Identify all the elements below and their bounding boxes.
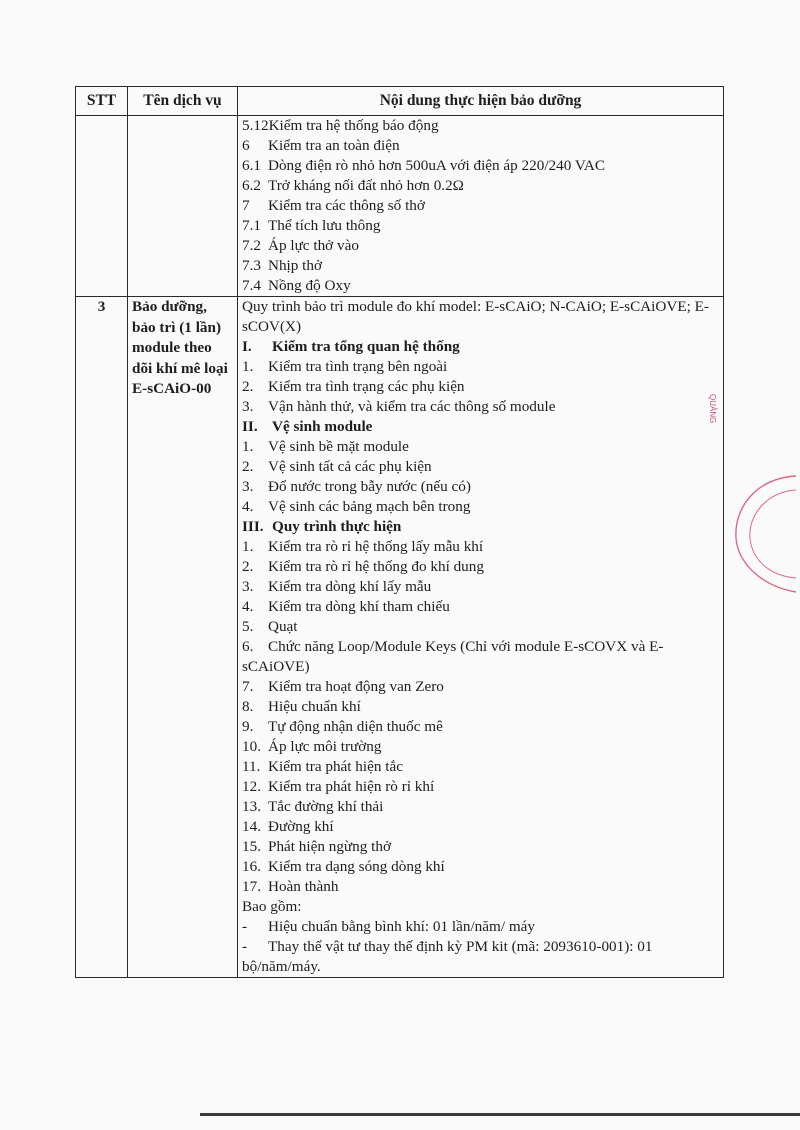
header-content: Nội dung thực hiện bảo dưỡng — [238, 87, 724, 116]
list-item — [242, 457, 719, 477]
bullet: - — [242, 918, 248, 935]
line-number: 6.2 — [242, 177, 261, 194]
item-text: Chức năng Loop/Module Keys (Chỉ với module E-sCOVX và E-sCAiOVE) — [242, 638, 664, 675]
section-heading — [242, 337, 719, 357]
item-text: Đường khí — [268, 818, 334, 835]
item-text: Kiểm tra tình trạng bên ngoài — [268, 358, 448, 375]
item-number: 13. — [242, 798, 261, 815]
item-text: Vệ sinh các bảng mạch bên trong — [268, 498, 471, 515]
item-text: Kiểm tra phát hiện rò rỉ khí — [268, 778, 435, 795]
line-number: 6.1 — [242, 157, 261, 174]
content-line — [242, 156, 719, 176]
list-item — [242, 637, 719, 677]
list-item — [242, 777, 719, 797]
section-title: Quy trình thực hiện — [272, 518, 402, 535]
list-item — [242, 557, 719, 577]
item-number: 3. — [242, 578, 254, 595]
line-number: 7.3 — [242, 257, 261, 274]
item-text: Vệ sinh bề mặt module — [268, 438, 409, 455]
line-text: Kiểm tra hệ thống báo động — [268, 117, 439, 134]
item-text: Kiểm tra hoạt động van Zero — [268, 678, 444, 695]
item-text: Quạt — [268, 618, 298, 635]
stamp-text: QUẢNG — [708, 394, 717, 424]
list-item — [242, 397, 719, 417]
section-number: I. — [242, 338, 252, 355]
include-text: Thay thế vật tư thay thế định kỳ PM kit (mã: 2093610-001): 01 bộ/năm/máy. — [242, 938, 653, 975]
list-item — [242, 377, 719, 397]
line-number: 7 — [242, 197, 250, 214]
item-number: 1. — [242, 538, 254, 555]
list-item — [242, 477, 719, 497]
item-text: Hiệu chuẩn khí — [268, 698, 361, 715]
content-line — [242, 236, 719, 256]
item-number: 12. — [242, 778, 261, 795]
item-number: 17. — [242, 878, 261, 895]
item-number: 2. — [242, 458, 254, 475]
item-text: Kiểm tra dòng khí tham chiếu — [268, 598, 450, 615]
page-bottom-edge — [200, 1113, 800, 1116]
list-item — [242, 757, 719, 777]
item-number: 10. — [242, 738, 261, 755]
list-item — [242, 577, 719, 597]
item-number: 8. — [242, 698, 254, 715]
service-cell-empty — [128, 116, 238, 297]
item-number: 4. — [242, 498, 254, 515]
item-text: Hoàn thành — [268, 878, 339, 895]
item-number: 6. — [242, 638, 254, 655]
list-item — [242, 697, 719, 717]
section-title: Kiểm tra tổng quan hệ thống — [272, 338, 460, 355]
service-cell: Bảo dưỡng, bảo trì (1 lần) module theo dõi khí mê loại E-sCAiO-00 — [128, 297, 238, 978]
line-number: 7.2 — [242, 237, 261, 254]
header-service: Tên dịch vụ — [128, 87, 238, 116]
section-number: II. — [242, 418, 258, 435]
intro-text: Quy trình bảo trì module đo khí model: E-sCAiO; N-CAiO; E-sCAiOVE; E-sCOV(X) — [242, 298, 709, 335]
line-text: Kiểm tra các thông số thở — [268, 197, 425, 214]
line-text: Nhịp thở — [268, 257, 323, 274]
include-text: Hiệu chuẩn bằng bình khí: 01 lần/năm/ máy — [268, 918, 535, 935]
list-item — [242, 877, 719, 897]
list-item — [242, 617, 719, 637]
content-line — [242, 196, 719, 216]
bullet: - — [242, 938, 248, 955]
stt-cell: 3 — [76, 297, 128, 978]
line-number: 7.1 — [242, 217, 261, 234]
item-number: 16. — [242, 858, 261, 875]
item-number: 3. — [242, 478, 254, 495]
item-text: Tự động nhận diện thuốc mê — [268, 718, 443, 735]
list-item — [242, 797, 719, 817]
item-number: 15. — [242, 838, 261, 855]
list-item — [242, 717, 719, 737]
line-number: 7.4 — [242, 277, 261, 294]
list-item — [242, 357, 719, 377]
item-text: Vận hành thử, và kiểm tra các thông số module — [268, 398, 556, 415]
list-item — [242, 817, 719, 837]
maintenance-table — [75, 86, 724, 978]
content-line — [242, 276, 719, 296]
item-number: 5. — [242, 618, 254, 635]
item-number: 1. — [242, 358, 254, 375]
line-text: Thể tích lưu thông — [268, 217, 381, 234]
section-heading — [242, 417, 719, 437]
line-text: Kiểm tra an toàn điện — [268, 137, 400, 154]
line-text: Áp lực thở vào — [268, 237, 359, 254]
line-text: Nồng độ Oxy — [268, 277, 351, 294]
item-number: 7. — [242, 678, 254, 695]
item-number: 2. — [242, 378, 254, 395]
header-stt: STT — [76, 87, 128, 116]
item-number: 1. — [242, 438, 254, 455]
content-line — [242, 256, 719, 276]
item-text: Phát hiện ngừng thở — [268, 838, 391, 855]
item-number: 11. — [242, 758, 261, 775]
line-number: 5.12 — [242, 117, 269, 134]
stt-cell-empty — [76, 116, 128, 297]
list-item — [242, 677, 719, 697]
line-number: 6 — [242, 137, 250, 154]
table-row — [76, 116, 724, 297]
item-number: 9. — [242, 718, 254, 735]
list-item — [242, 537, 719, 557]
item-text: Kiểm tra dạng sóng dòng khí — [268, 858, 445, 875]
list-item — [242, 837, 719, 857]
content-line — [242, 116, 719, 136]
list-item — [242, 857, 719, 877]
list-item — [242, 437, 719, 457]
line-text: Dòng điện rò nhỏ hơn 500uA với điện áp 220/240 VAC — [268, 157, 605, 174]
item-text: Tắc đường khí thải — [268, 798, 384, 815]
item-text: Áp lực môi trường — [268, 738, 382, 755]
table-header-row — [76, 87, 724, 116]
table-row — [76, 297, 724, 978]
red-stamp — [708, 394, 796, 598]
content-cell-prev — [238, 116, 724, 297]
item-text: Kiểm tra tình trạng các phụ kiện — [268, 378, 465, 395]
item-text: Kiểm tra rò rỉ hệ thống đo khí dung — [268, 558, 484, 575]
item-number: 4. — [242, 598, 254, 615]
line-text: Trở kháng nối đất nhỏ hơn 0.2Ω — [268, 177, 464, 194]
content-line — [242, 136, 719, 156]
content-cell — [238, 297, 724, 978]
section-number: III. — [242, 518, 264, 535]
include-item — [242, 917, 719, 937]
item-text: Kiểm tra rò rỉ hệ thống lấy mẫu khí — [268, 538, 484, 555]
section-heading — [242, 517, 719, 537]
list-item — [242, 497, 719, 517]
list-item — [242, 597, 719, 617]
section-title: Vệ sinh module — [272, 418, 373, 435]
item-text: Đổ nước trong bẫy nước (nếu có) — [268, 478, 471, 495]
includes-label: Bao gồm: — [242, 898, 302, 915]
item-text: Kiểm tra dòng khí lấy mẫu — [268, 578, 432, 595]
content-line — [242, 176, 719, 196]
include-item — [242, 937, 719, 977]
item-text: Vệ sinh tất cả các phụ kiện — [268, 458, 432, 475]
list-item — [242, 737, 719, 757]
item-number: 14. — [242, 818, 261, 835]
content-line — [242, 216, 719, 236]
item-number: 3. — [242, 398, 254, 415]
item-number: 2. — [242, 558, 254, 575]
item-text: Kiểm tra phát hiện tắc — [268, 758, 403, 775]
